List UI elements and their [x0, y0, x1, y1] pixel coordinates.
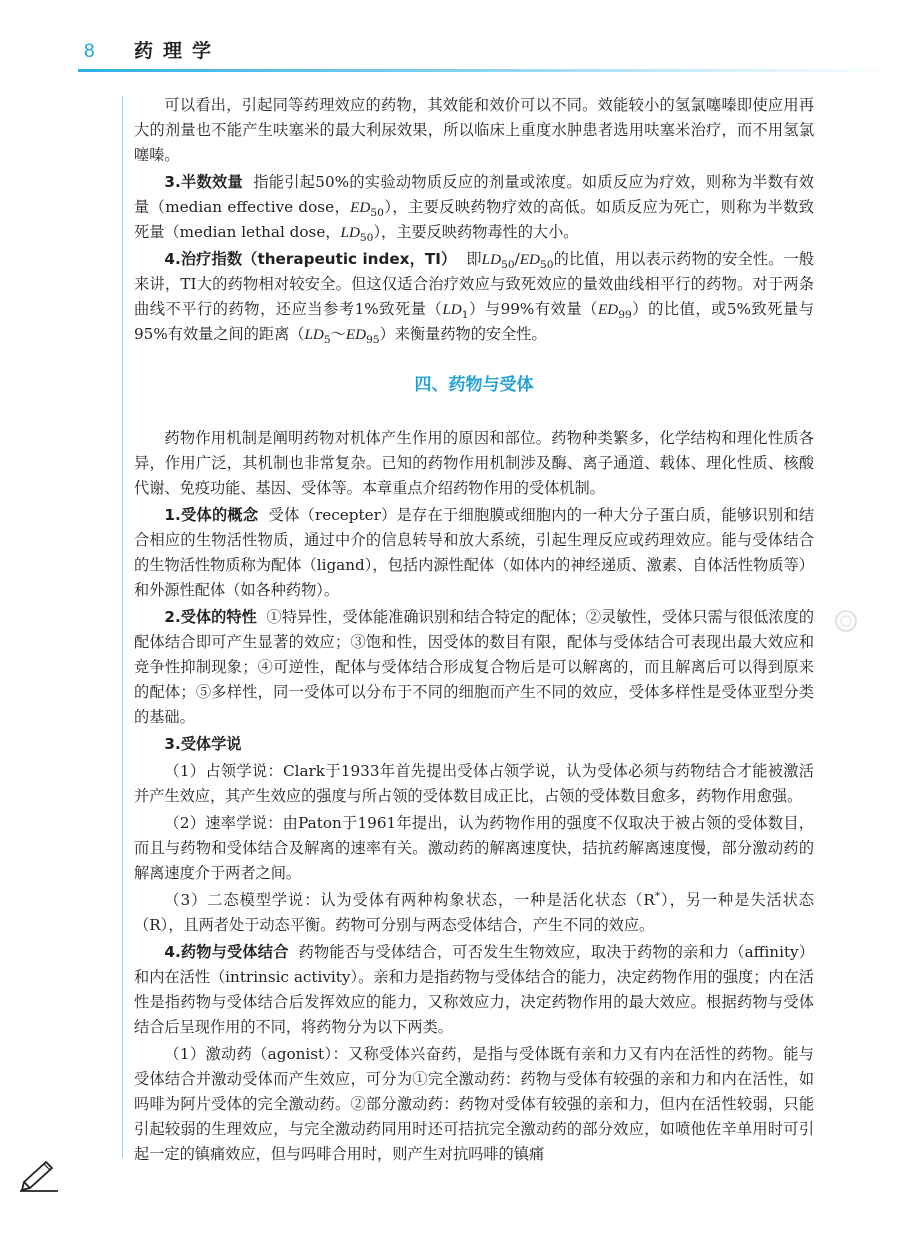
- book-title: 药理学: [134, 40, 222, 62]
- paragraph-receptor-theory-heading: [134, 732, 814, 757]
- text-run: ）与99%有效量（: [468, 300, 598, 318]
- margin-circle-icon: [834, 609, 858, 633]
- text-run: ），主要反映药物毒性的大小。: [373, 223, 579, 241]
- text-run: ），另一种是失活状态（R），且两者处于动态平衡。药物可分别与两态受体结合，产生不同的效应。: [134, 891, 814, 934]
- text-run: ），主要反映药物疗效的高低。如质反应为死亡，则称为半数致死量（median lethal dose，: [134, 198, 814, 241]
- subscript: 1: [461, 308, 469, 322]
- text-run: 受体（recepter）是存在于细胞膜或细胞内的一种大分子蛋白质，能够识别和结合相应的生物活性物质，通过中介的信息转导和放大系统，引起生理反应或药理效应。能与受体结合的生物活性物质称为配体（ligand），包括内源性配体（如体内的神经递质、激素、自体活性物质等）和外源性配体（如各种药物）。: [134, 506, 815, 599]
- page-header: [0, 0, 900, 80]
- paragraph-occupation-theory: （1）占领学说：Clark于1933年首先提出受体占领学说，认为受体必须与药物结合才能被激活并产生效应，其产生效应的强度与所占领的受体数目成正比，占领的受体数目愈多，药物作用愈强。: [134, 762, 814, 805]
- paragraph-efficacy-potency: 可以看出，引起同等药理效应的药物，其效能和效价可以不同。效能较小的氢氯噻嗪即使应用再大的剂量也不能产生呋塞米的最大利尿效果，所以临床上重度水肿患者选用呋塞米治疗，而不用氢氯噻嗪。: [134, 96, 814, 164]
- superscript: *: [654, 888, 661, 902]
- subscript: 50: [539, 258, 554, 272]
- paragraph-receptor-concept: [134, 503, 814, 603]
- heading-receptor-theory: 3.受体学说: [164, 735, 242, 753]
- heading-receptor-concept: 1.受体的概念: [164, 506, 259, 524]
- paragraph-median-effective-dose: [134, 170, 814, 245]
- subscript: 95: [366, 333, 380, 347]
- text-run: 药物能否与受体结合，可否发生生物效应，取决于药物的亲和力（affinity）和内在活性（intrinsic activity）。亲和力是指药物与受体结合的能力，决定药物作用的强度；内在活性是指药物与受体结合后发挥效应的能力，又称效应力，决定药物作用的最大效应。根据药物与受体结合后呈现作用的不同，将药物分为以下两类。: [134, 943, 815, 1036]
- term-ed: ED: [345, 326, 367, 343]
- text-run: ～: [330, 325, 346, 343]
- subscript: 5: [323, 333, 331, 347]
- term-ed: ED: [597, 301, 619, 318]
- subscript: 50: [359, 231, 374, 245]
- section-title: 四、药物与受体: [414, 375, 534, 395]
- text-run: （3）二态模型学说：认为受体有两种构象状态，一种是活化状态（R: [164, 891, 655, 909]
- text-run: ）来衡量药物的安全性。: [379, 325, 547, 343]
- subscript: 50: [501, 258, 515, 272]
- header-rule: [78, 69, 900, 72]
- pencil-icon: [18, 1152, 62, 1192]
- paragraph-agonist: （1）激动药（agonist）：又称受体兴奋药，是指与受体既有亲和力又有内在活性的药物。能与受体结合并激动受体而产生效应，可分为①完全激动药：药物与受体有较强的亲和力和内在活性，如吗啡为阿片受体的完全激动药。②部分激动药：药物对受体有较强的亲和力，但内在活性较弱，只能引起较弱的生理效应，与完全激动药同用时还可拮抗完全激动药的部分效应，如喷他佐辛单用时可引起一定的镇痛效应，但与吗啡合用时，则产生对抗吗啡的镇痛: [134, 1045, 814, 1163]
- paragraph-two-state-model: [134, 888, 814, 938]
- paragraph-rate-theory: （2）速率学说：由Paton于1961年提出，认为药物作用的强度不仅取决于被占领的受体数目，而且与药物和受体结合及解离的速率有关。激动药的解离速度快，拮抗药解离速度慢，部分激动药的解离速度介于两者之间。: [134, 814, 814, 882]
- text-run: /: [514, 250, 520, 268]
- margin-rule: [122, 96, 123, 1158]
- term-ed: ED: [519, 251, 540, 268]
- page-number: 8: [84, 41, 95, 62]
- subscript: 50: [370, 206, 384, 220]
- subscript: 99: [618, 308, 632, 322]
- text-run: 的比值，用以表示药物的安全性。一般来讲，TI大的药物相对较安全。但这仅适合治疗效应与致死效应的量效曲线相平行的药物。对于两条曲线不平行的药物，还应当参考1%致死量（: [134, 250, 815, 318]
- text-run: 指能引起50%的实验动物质反应的剂量或浓度。如质反应为疗效，则称为半数有效量（median effective dose，: [134, 173, 814, 216]
- text-run: ）的比值，或5%致死量与95%有效量之间的距离（: [134, 300, 814, 343]
- paragraph-mechanism-intro: 药物作用机制是阐明药物对机体产生作用的原因和部位。药物种类繁多，化学结构和理化性质各异，作用广泛，其机制也非常复杂。已知的药物作用机制涉及酶、离子通道、载体、理化性质、核酸代谢、免疫功能、基因、受体等。本章重点介绍药物作用的受体机制。: [134, 429, 814, 497]
- paragraph-therapeutic-index: [134, 247, 814, 347]
- text-run: ①特异性，受体能准确识别和结合特定的配体；②灵敏性，受体只需与很低浓度的配体结合即可产生显著的效应；③饱和性，因受体的数目有限，配体与受体结合可表现出最大效应和竞争性抑制现象；④可逆性，配体与受体结合形成复合物后是可以解离的，而且解离后可以得到原来的配体；⑤多样性，同一受体可以分布于不同的细胞而产生不同的效应，受体多样性是受体亚型分类的基础。: [134, 608, 815, 726]
- text-run: 即: [466, 250, 482, 268]
- term-ld: LD: [340, 224, 360, 241]
- term-ed: ED: [350, 199, 371, 216]
- term-ld: LD: [304, 326, 324, 343]
- heading-therapeutic-index: 4.治疗指数（therapeutic index，TI）: [164, 250, 457, 268]
- heading-receptor-properties: 2.受体的特性: [164, 608, 257, 626]
- paragraph-receptor-properties: [134, 605, 814, 730]
- paragraph-drug-receptor-binding: [134, 940, 814, 1040]
- page-body: [134, 93, 814, 1169]
- heading-drug-receptor-binding: 4.药物与受体结合: [164, 943, 289, 961]
- heading-median-dose: 3.半数效量: [164, 173, 244, 191]
- term-ld: LD: [442, 301, 462, 318]
- term-ld: LD: [481, 251, 502, 268]
